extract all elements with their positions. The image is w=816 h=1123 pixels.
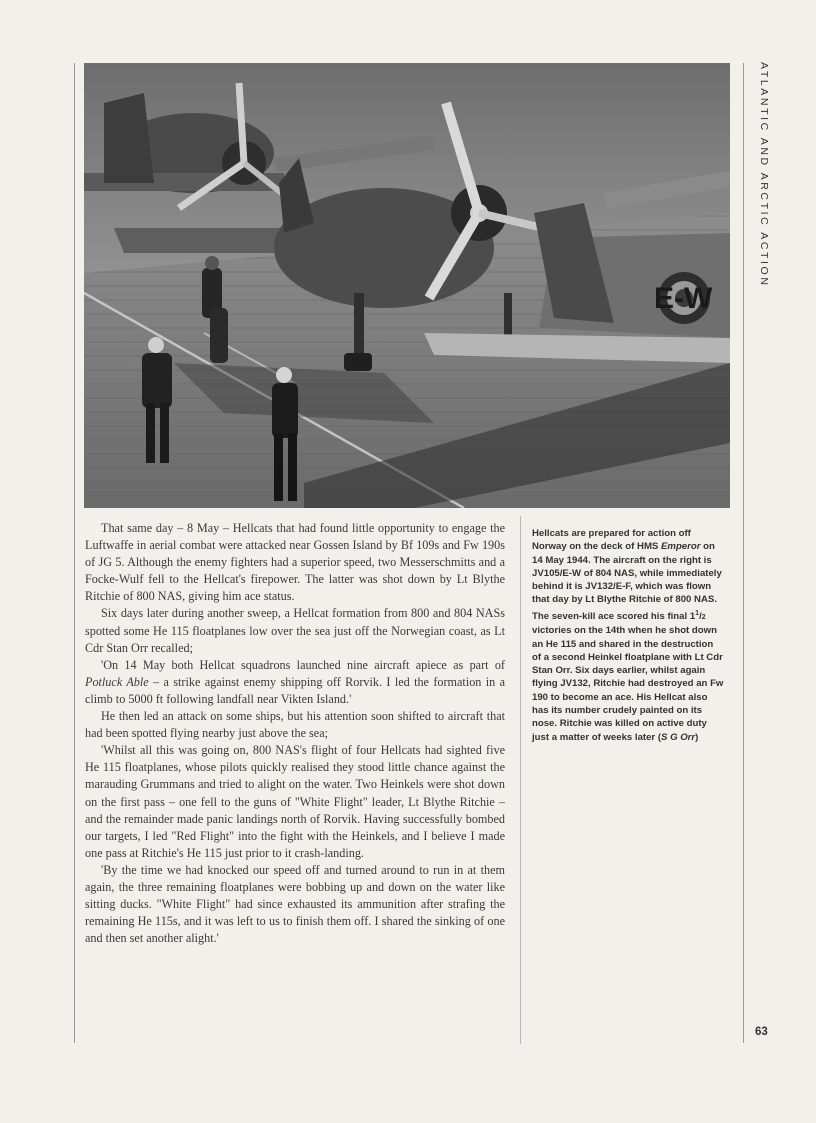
paragraph: He then led an attack on some ships, but his attention soon shifted to aircraft that had been spotted flying nearby just above the sea; [85,709,505,741]
page-number: 63 [755,1026,768,1038]
operation-name: Potluck Able [85,674,149,689]
ship-name: Emperor [661,541,701,553]
photo-credit: S G Orr [661,731,696,743]
running-head: ATLANTIC AND ARCTIC ACTION [758,62,770,288]
paragraph: That same day – 8 May – Hellcats that had found little opportunity to engage the Luftwaffe in aerial combat were attacked near Gossen Island by Bf 109s and Fw 190s of JG 5. Although the enemy fighters had a superior speed, two Messerschmitts and a Focke-Wulf fell to the Hellcat's firepower. The latter was shot down by Lt Blythe Ritchie of 800 NAS, giving him ace status. [85,521,505,604]
paragraph: Six days later during another sweep, a Hellcat formation from 800 and 804 NASs spotted some He 115 floatplanes low over the sea just off the Norwegian coast, as Lt Cdr Stan Orr recalled; [85,606,505,655]
body-text [85,520,505,947]
column-divider [520,516,521,1044]
left-margin-rule [74,63,75,1043]
paragraph: 'On 14 May both Hellcat squadrons launched nine aircraft apiece as part of Potluck Able – a strike against enemy shipping off Rorvik. I led the formation in a climb to 5000 ft following landfall near Vikten Island.' [85,657,505,706]
photo-caption: Hellcats are prepared for action off Norway on the deck of HMS Emperor on 14 May 1944. The aircraft on the right is JV105/E-W of 804 NAS, while immediately behind it is JV132/E-F, which was flown that day by Lt Blythe Ritchie of 800 NAS. The seven-kill ace scored his final $1^1/2$ victories on the 14th when he shot down an He 115 and shared in the destruction of a second Heinkel floatplane with Lt Cdr Stan Orr. Six days earlier, whilst again flying JV132, Ritchie had destroyed an Fw 190 to become an ace. His Hellcat also has its number crudely painted on its nose. Ritchie was killed on active duty just a matter of weeks later (S G Orr) [532,528,724,743]
hellcat-deck-photo [84,63,730,508]
paragraph: 'By the time we had knocked our speed off and turned around to run in at them again, the three remaining floatplanes were bobbing up and down on the water like sitting ducks. "White Flight" had since exhausted its ammunition after strafing the remaining He 115s, and it was left to us to finish them off. I shared the sinking of one and then set another alight.' [85,862,505,946]
aircraft-code: E-W [654,282,713,315]
right-margin-rule [743,63,744,1043]
paragraph: 'Whilst all this was going on, 800 NAS's flight of four Hellcats had sighted five He 115 floatplanes, whose pilots quickly realised they stood little chance against the marauding Grummans and tried to alight on the water. Two Heinkels were shot down on the first pass – one fell to the guns of "White Flight" leader, Lt Blythe Ritchie – and the remainder made panic landings north of Rorvik. Having successfully bombed our targets, I led "Red Flight" into the fight with the Heinkels, and I believe I made one pass at Ritchie's He 115 just prior to it crash-landing. [85,743,505,860]
photo-illustration [84,63,730,508]
